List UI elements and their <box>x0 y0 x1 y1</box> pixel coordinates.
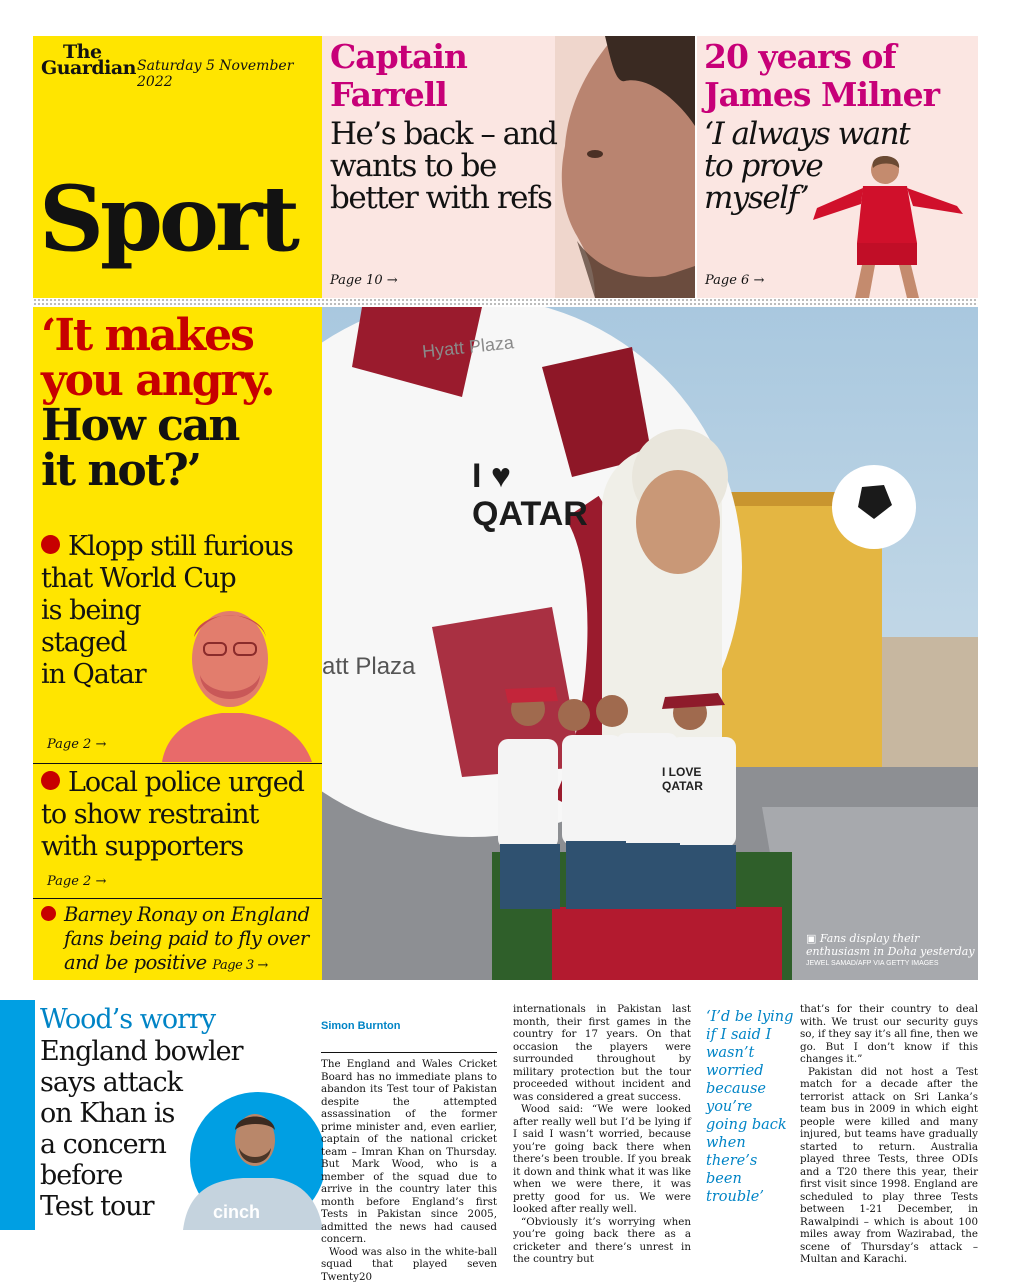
story-divider <box>33 898 322 899</box>
klopp-line5: in Qatar <box>41 659 316 691</box>
bullet-icon <box>41 535 60 554</box>
guardian-logo[interactable] <box>41 44 136 76</box>
police-line2: to show restraint <box>41 799 316 831</box>
paragraph: “Obviously it’s worrying when you’re going back there as a cricketer and there’s unrest in the country but <box>513 1216 691 1266</box>
byline-rule <box>321 1052 497 1053</box>
quote-line1: ‘It makes <box>41 313 321 358</box>
paragraph: that’s for their country to deal with. We trust our security guys so, if they say it’s all fine, then we go. But I don’t know if this changes it.” <box>800 1003 978 1066</box>
ronay-line3: and be positive <box>64 951 207 974</box>
caption-text: Fans display their enthusiasm in Doha yesterday <box>806 932 975 958</box>
cricket-kicker[interactable]: Wood’s worry <box>40 1005 215 1035</box>
photo-caption <box>806 932 976 967</box>
klopp-line2: that World Cup <box>41 563 316 595</box>
paragraph: Pakistan did not host a Test match for a decade after the terrorist attack on Sri Lanka’s team bus in 2009 in which eight people were killed and many injured, but teams have gradually started to return. Australia played three Tests, three ODIs and a T20 there this year, their first visit since 1998. England are scheduled to play three Tests between 1-21 December, in Rawalpindi – which is about 100 miles away from Wazirabad, the scene of Thursday’s attack – Multan and Karachi. <box>800 1066 978 1266</box>
shirt-sponsor: cinch <box>213 1202 260 1223</box>
milner-page-ref[interactable]: Page 6 → <box>705 273 764 288</box>
story-klopp[interactable] <box>41 531 316 691</box>
main-photo <box>322 307 978 980</box>
lead-column <box>33 307 322 980</box>
pull-quote: ‘I’d be lying if I said I wasn’t worried because you’re going back when there’s been trouble’ <box>706 1008 794 1206</box>
ball-text-iloveqatar: I ♥ QATAR <box>472 457 572 533</box>
milner-kicker-line2: James Milner <box>704 76 939 114</box>
klopp-page-ref[interactable]: Page 2 → <box>47 737 106 752</box>
shirt-text: I LOVE QATAR <box>662 765 732 793</box>
klopp-line1: Klopp still furious <box>68 531 293 562</box>
farrell-deck-line2: wants to be <box>330 150 556 182</box>
quote-line2: you angry. <box>41 358 321 403</box>
headline-line3: on Khan is <box>40 1098 270 1129</box>
logo-line1: The <box>41 44 136 60</box>
headline-line2: says attack <box>40 1067 270 1098</box>
bullet-icon <box>41 771 60 790</box>
quote-line3: How can <box>41 403 321 448</box>
headline-line6: Test tour <box>40 1191 270 1222</box>
cricket-story <box>33 1000 978 1230</box>
headline-line5: before <box>40 1160 270 1191</box>
story-ronay[interactable] <box>41 903 316 978</box>
klopp-line3: is being <box>41 595 316 627</box>
paragraph: The England and Wales Cricket Board has no immediate plans to abandon its Test tour of Pakistan despite the attempted assassination of the former prime minister and, even earlier, captain of the national cricket team – Imran Khan on Thursday. But Mark Wood, who is a member of the squad due to arrive in the country later this month before England’s first Tests in Pakistan since 2005, admitted the news had caused concern. <box>321 1058 497 1246</box>
farrell-photo <box>555 36 695 298</box>
headline-line1: England bowler <box>40 1036 270 1067</box>
body-column-1 <box>321 1058 497 1283</box>
farrell-deck-line3: better with refs <box>330 182 556 214</box>
story-divider <box>33 763 322 764</box>
quote-line4: it not?’ <box>41 448 321 493</box>
ronay-line2: fans being paid to fly over <box>41 927 316 951</box>
story-police[interactable] <box>41 767 316 863</box>
farrell-kicker-line2: Farrell <box>330 76 467 114</box>
farrell-page-ref[interactable]: Page 10 → <box>330 273 398 288</box>
fans-illustration <box>490 679 790 909</box>
farrell-deck-line1: He’s back – and <box>330 118 556 150</box>
paragraph: internationals in Pakistan last month, their first games in the country for 17 years. On that occasion the players were surrounded throughout by military protection but the tour proceeded without incident and was considered a great success. <box>513 1003 691 1103</box>
edition-date: Saturday 5 November 2022 <box>137 58 322 90</box>
section-title: Sport <box>39 174 296 264</box>
lead-headline[interactable] <box>41 313 321 493</box>
byline[interactable]: Simon Burnton <box>321 1020 400 1032</box>
milner-deck-line3: myself’ <box>704 182 909 214</box>
milner-deck-line2: to prove <box>704 150 909 182</box>
body-column-4 <box>800 1003 978 1266</box>
teaser-farrell[interactable] <box>322 36 695 298</box>
milner-deck-line1: ‘I always want <box>704 118 909 150</box>
ronay-page-ref[interactable]: Page 3 → <box>212 958 267 973</box>
ball-text-att-plaza: att Plaza <box>322 653 415 681</box>
paragraph: Wood said: “We were looked after really well but I’d be lying if I said I wasn’t worried, because you’re going back there when there’s been trouble. If you break it down and think what it was like when we were there, it was pretty good for us. We were looked after really well. <box>513 1103 691 1216</box>
police-line1: Local police urged <box>68 767 304 798</box>
police-line3: with supporters <box>41 831 316 863</box>
ronay-line1: Barney Ronay on England <box>64 903 310 926</box>
teaser-milner[interactable] <box>697 36 978 298</box>
klopp-line4: staged <box>41 627 316 659</box>
camera-icon: ▣ <box>806 932 820 945</box>
body-column-2 <box>513 1003 691 1266</box>
headline-line4: a concern <box>40 1129 270 1160</box>
masthead <box>33 36 322 298</box>
milner-kicker-line1: 20 years of <box>704 38 939 76</box>
dotted-divider <box>33 298 978 307</box>
logo-line2: Guardian <box>41 60 136 76</box>
farrell-kicker-line1: Captain <box>330 38 467 76</box>
police-page-ref[interactable]: Page 2 → <box>47 874 106 889</box>
section-color-bar <box>0 1000 35 1230</box>
bullet-icon <box>41 906 56 921</box>
photo-credit: JEWEL SAMAD/AFP VIA GETTY IMAGES <box>806 960 976 967</box>
paragraph: Wood was also in the white-ball squad that played seven Twenty20 <box>321 1246 497 1283</box>
ball-text-hyatt: Hyatt Plaza <box>421 332 515 363</box>
